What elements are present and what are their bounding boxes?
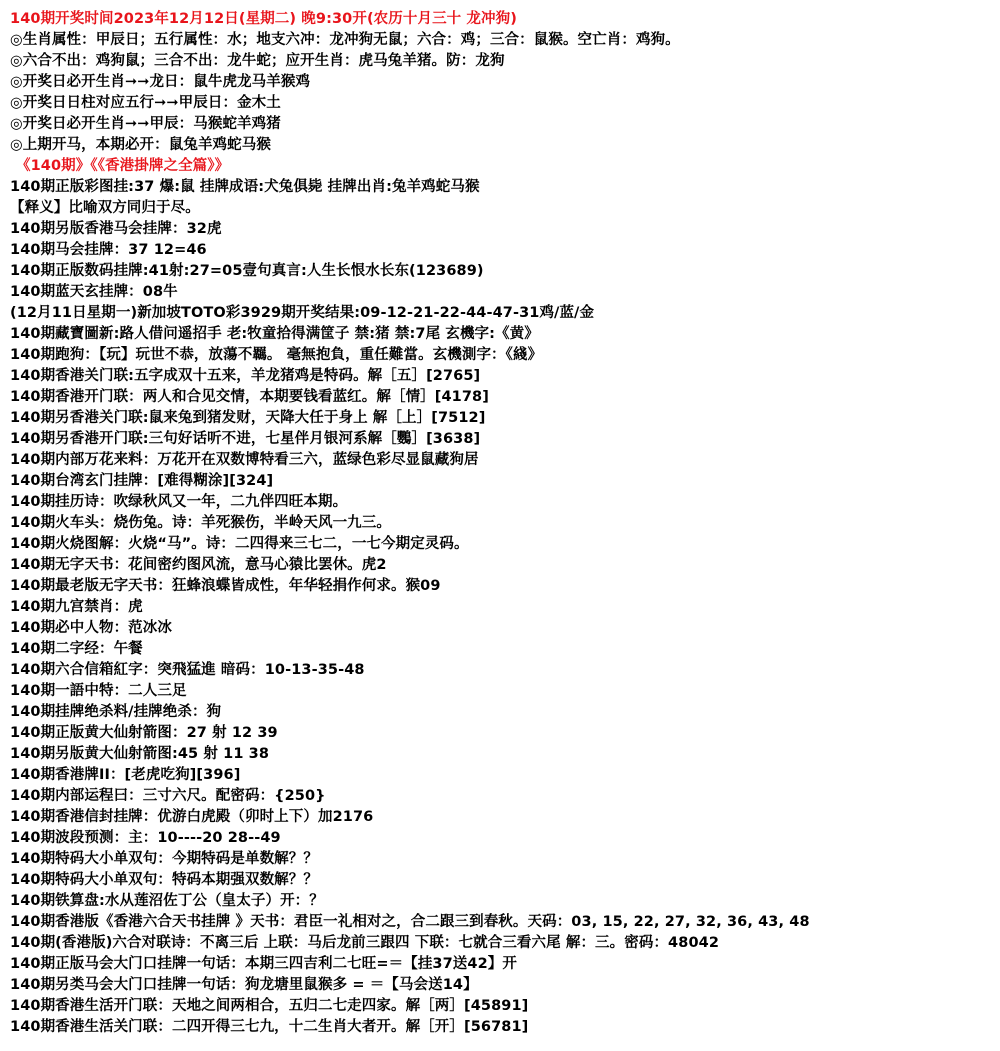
list-item: 140期挂牌绝杀料/挂牌绝杀：狗: [10, 704, 222, 720]
info-line-excluded-zodiacs: ◎六合不出：鸡狗鼠；三合不出：龙牛蛇；应开生肖：虎马兔羊猪。防：龙狗: [10, 53, 505, 69]
list-item: 140期火烧图解：火烧“马”。诗：二四得来三七二，一七今期定灵码。: [10, 536, 469, 552]
list-item: 140期特码大小单双句：特码本期强双数解？？: [10, 872, 318, 888]
info-line-dragon-day: ◎开奖日必开生肖➞➞龙日：鼠牛虎龙马羊猴鸡: [10, 74, 311, 90]
list-item: 140期另版香港马会挂牌：32虎: [10, 221, 222, 237]
list-item: 140期另版黄大仙射箭图:45 射 11 38: [10, 746, 270, 762]
list-item: 140期正版彩图挂:37 爆:鼠 挂牌成语:犬兔俱毙 挂牌出肖:兔羊鸡蛇马猴: [10, 179, 480, 195]
list-item: 140期香港关门联:五字成双十五来，羊龙猪鸡是特码。解［五］[2765]: [10, 368, 481, 384]
list-item: 140期香港生活关门联：二四开得三七九，十二生肖大者开。解［开］[56781]: [10, 1019, 529, 1035]
list-item: 140期香港生活开门联：天地之间两相合，五归二七走四家。解［两］[45891]: [10, 998, 529, 1014]
list-item: (12月11日星期一)新加坡TOTO彩3929期开奖结果:09-12-21-22-44-47-31鸡/蓝/金: [10, 305, 595, 321]
list-item: 140期波段预测：主：10----20 28--49: [10, 830, 281, 846]
list-item: 140期香港开门联：两人和合见交情，本期要钱看蓝红。解［情］[4178]: [10, 389, 489, 405]
list-item: 140期台湾玄门挂牌：[难得糊涂][324]: [10, 473, 274, 489]
document-page: [10, 9, 995, 1038]
list-item: 140期最老版无字天书：狂蜂浪蝶皆成性，年华轻捐作何求。猴09: [10, 578, 441, 594]
list-item: 140期九宫禁肖：虎: [10, 599, 143, 615]
list-item: 140期另类马会大门口挂牌一句话：狗龙塘里鼠猴多 = ＝【马会送14】: [10, 977, 478, 993]
list-item: 140期正版黄大仙射箭图：27 射 12 39: [10, 725, 278, 741]
list-item: 140期另香港开门联:三句好话听不进，七星伴月银河系解［鸚］[3638]: [10, 431, 481, 447]
list-item: 140期挂历诗：吹绿秋风又一年，二九伴四旺本期。: [10, 494, 348, 510]
info-line-previous-draw: ◎上期开马，本期必开：鼠兔羊鸡蛇马猴: [10, 137, 271, 153]
info-line-five-elements: ◎开奖日日柱对应五行➞➞甲辰日：金木土: [10, 95, 281, 111]
list-item: 140期另香港关门联:鼠来兔到猪发财，天降大任于身上 解［上］[7512]: [10, 410, 486, 426]
list-item: 140期香港信封挂牌：优游白虎殿（卯时上下）加2176: [10, 809, 374, 825]
list-item: 140期无字天书：花间密约图风流，意马心猿比罢休。虎2: [10, 557, 387, 573]
list-item: 140期六合信箱紅字：突飛猛進 暗码：10-13-35-48: [10, 662, 365, 678]
list-item: 140期香港版《香港六合天书挂牌 》天书：君臣一礼相对之，合二跟三到春秋。天码：03, 15, 22, 27, 32, 36, 43, 48: [10, 914, 810, 930]
list-item: 140期必中人物：范冰冰: [10, 620, 172, 636]
list-item: 【释义】比喻双方同归于尽。: [10, 200, 200, 216]
list-item: 140期二字经：午餐: [10, 641, 143, 657]
info-line-jiachen: ◎开奖日必开生肖➞➞甲辰：马猴蛇羊鸡猪: [10, 116, 281, 132]
list-item: 140期跑狗：【玩】玩世不恭，放蕩不羈。 毫無抱負，重任難當。玄機測字：《綫》: [10, 347, 543, 363]
list-item: 140期铁算盘:水从莲沼佐丁公（皇太子）开：？: [10, 893, 324, 909]
list-item: 140期内部万花来料：万花开在双数博特看三六，蓝绿色彩尽显鼠藏狗居: [10, 452, 479, 468]
list-item: 140期(香港版)六合对联诗：不离三后 上联：马后龙前三跟四 下联：七就合三看六尾 解：三。密码：48042: [10, 935, 720, 951]
list-item: 140期内部运程曰：三寸六尺。配密码：{250}: [10, 788, 326, 804]
entry-list: [10, 177, 995, 1038]
list-item: 140期藏寶圖新:路人借问遥招手 老:牧童拾得满筐子 禁:猪 禁:7尾 玄機字:《黄》: [10, 326, 539, 342]
info-line-zodiac-attributes: ◎生肖属性：甲辰日；五行属性：水；地支六冲：龙冲狗无鼠；六合：鸡；三合：鼠猴。空亡肖：鸡狗。: [10, 32, 680, 48]
list-item: 140期正版马会大门口挂牌一句话：本期三四吉利二七旺=＝【挂37送42】开: [10, 956, 517, 972]
list-item: 140期马会挂牌：37 12=46: [10, 242, 207, 258]
list-item: 140期正版数码挂牌:41射:27=05壹句真言:人生长恨水长东(123689): [10, 263, 484, 279]
list-item: 140期特码大小单双句：今期特码是单数解？？: [10, 851, 318, 867]
draw-time-headline: 140期开奖时间2023年12月12日(星期二) 晚9:30开(农历十月三十 龙冲狗): [10, 11, 517, 27]
list-item: 140期一語中特：二人三足: [10, 683, 187, 699]
section-title: 《140期》《《香港掛牌之全篇》》: [16, 158, 230, 174]
list-item: 140期蓝天玄挂牌：08牛: [10, 284, 178, 300]
list-item: 140期香港牌II：[老虎吃狗][396]: [10, 767, 241, 783]
list-item: 140期火车头：烧伤兔。诗：羊死猴伤，半岭天风一九三。: [10, 515, 391, 531]
